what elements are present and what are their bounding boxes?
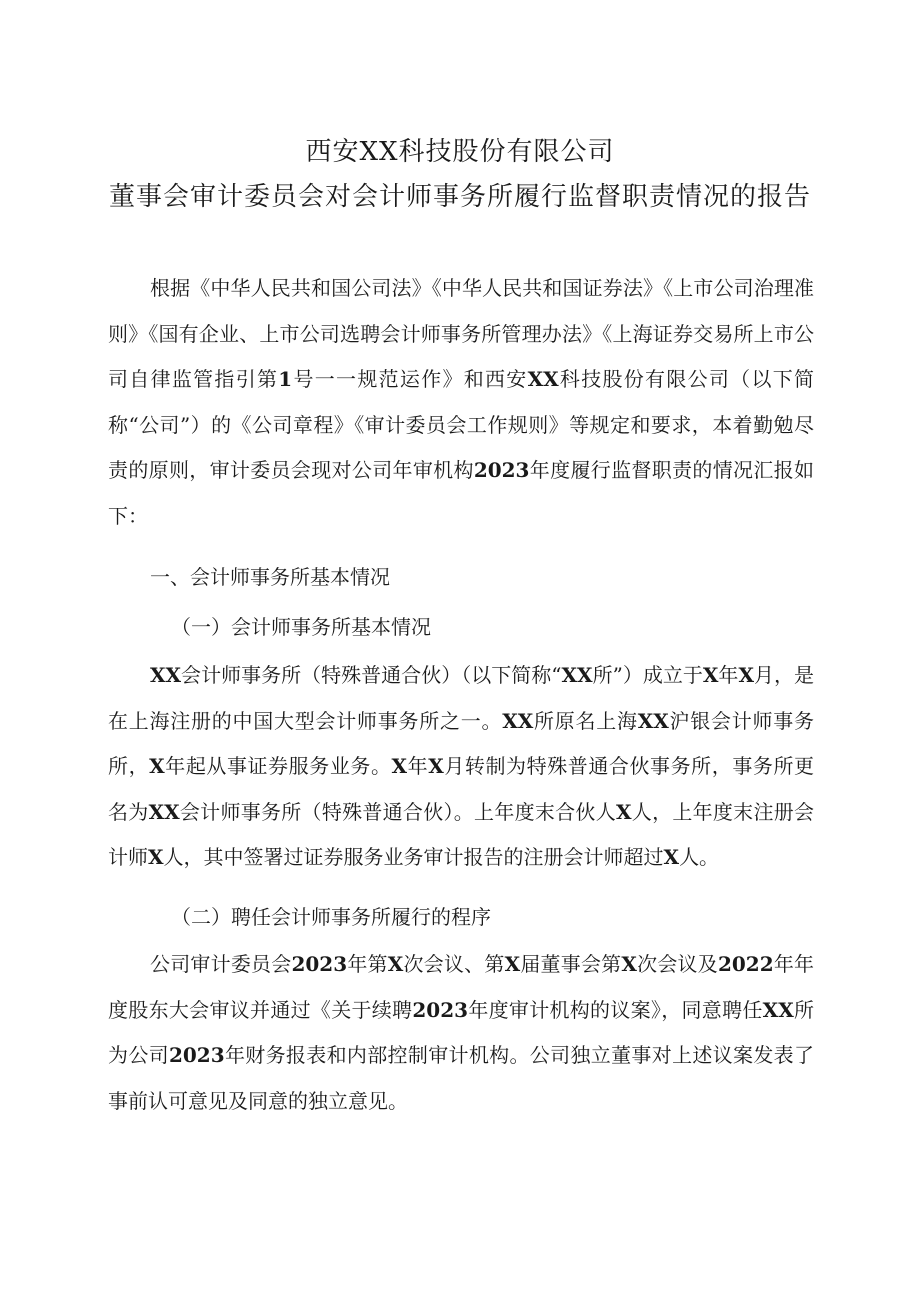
bold-run: 2023 [412,997,469,1022]
text-run: 沪银会计师事务所， [108,708,815,779]
text-run: 年第 [347,952,388,976]
bold-run: 2022 [717,952,774,976]
text-run: 根据《中华人民共和国公司法》《中华人民共和国证券法》《上市公司治理准则》《国有企业、上市公司选聘会计师事务所管理办法》《上海证券交易所上市公司自律监管指引第 [108,276,814,392]
subsection-heading-1-1: （一）会计师事务所基本情况 [171,615,431,639]
text-run: 科技股份有限公司（以下简称“公司”）的《公司章程》《审计委员会工作规则》等规定和要求，本着勤勉尽责的原则，审计委员会现对公司年审机构 [108,367,815,483]
text-run: 号一一规范运作》和西安 [292,367,528,392]
bold-run: 1 [278,367,293,392]
text-run: 所原名上海 [533,708,638,733]
text-run: 月转制为特殊普通合伙事务所，事务所更名为 [108,754,815,824]
bold-run: X [391,754,408,779]
text-run: 会计师事务所（特殊普通合伙）（以下简称“ [181,663,562,687]
text-run: 年财务报表和内部控制审计机构。公司独立董事对上述议案发表了事前认可意见及同意的独立意见。 [108,1043,815,1113]
bold-run: X [621,952,637,976]
text-run: 公司审计委员会 [150,952,292,976]
bold-run: XX [637,708,669,733]
text-run: 次会议及 [636,952,718,976]
intro-paragraph [108,266,814,540]
bold-run: X [702,663,719,687]
text-run: 年 [718,663,739,687]
bold-run: 2023 [291,952,348,976]
hiring-procedure-paragraph [108,942,814,1124]
text-run: 次会议、第 [403,952,505,976]
text-run: 年度审计机构的议案》，同意聘任 [468,997,763,1022]
bold-run: X [149,754,165,779]
text-run: 年年度股东大会审议并通过《关于续聘 [108,952,815,1022]
bold-run: X [663,845,680,870]
bold-run: X [504,952,521,976]
bold-run: 2023 [473,458,530,483]
document-title-report: 董事会审计委员会对会计师事务所履行监督职责情况的报告 [108,182,811,212]
text-run: 人，其中签署过证券服务业务审计报告的注册会计师超过 [163,845,664,870]
bold-run: 2023 [168,1043,225,1068]
bold-run: XX [502,708,534,733]
text-run: 届董事会第 [520,952,622,976]
text-run: 年起从事证券服务业务。 [164,754,392,779]
bold-run: X [738,663,754,687]
bold-run: X [148,845,164,870]
bold-run: XX [150,663,182,687]
bold-run: X [428,754,444,779]
bold-run: XX [762,997,794,1022]
text-run: 会计师事务所（特殊普通合伙）。上年度末合伙人 [179,799,616,824]
bold-run: X [615,799,632,824]
bold-run: XX [527,367,559,392]
bold-run: XX [561,663,593,687]
text-run: 所”）成立于 [592,663,703,687]
text-run: 年 [407,754,429,779]
bold-run: X [387,952,404,976]
subsection-heading-1-2: （二）聘任会计师事务所履行的程序 [171,905,491,929]
text-run: 月，是在上海注册的中国大型会计师事务所之一。 [108,663,815,733]
text-run: 所为公司 [108,997,815,1068]
section-heading-1: 一、会计师事务所基本情况 [150,565,390,589]
firm-basic-info-paragraph [108,653,814,881]
bold-run: XX [148,799,180,824]
text-run: 人。 [679,845,720,870]
text-run: 人，上年度末注册会计师 [108,799,815,870]
text-run: 年度履行监督职责的情况汇报如下： [108,458,815,528]
document-title-company: 西安XX科技股份有限公司 [305,137,615,167]
